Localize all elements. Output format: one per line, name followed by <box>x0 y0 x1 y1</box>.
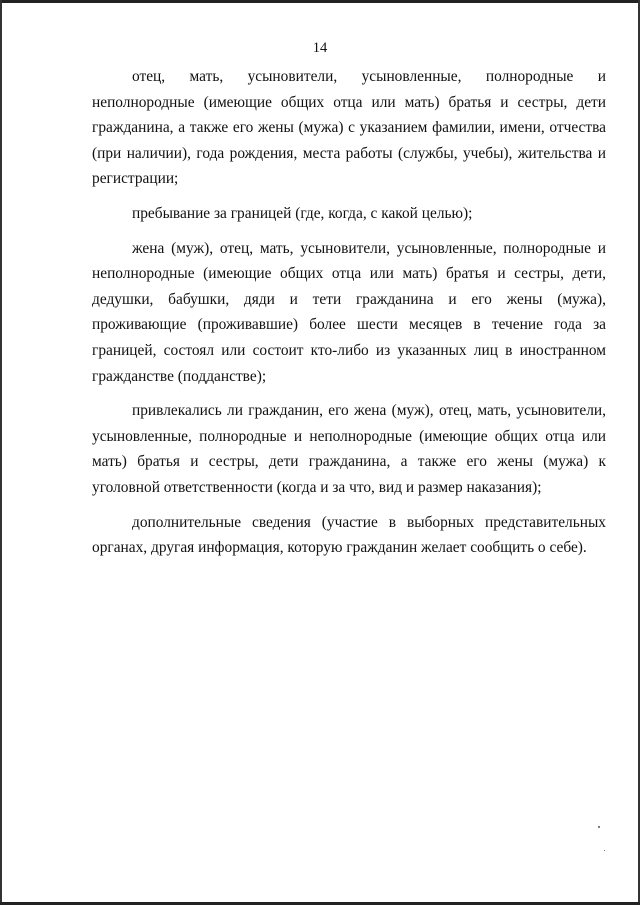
scan-speck <box>598 826 600 828</box>
body-text <box>92 64 606 570</box>
scan-border-top <box>0 0 640 3</box>
paragraph-additional-info: дополнительные сведения (участие в выборных представительных органах, другая информация, которую гражданин желает сообщить о себе). <box>92 513 606 557</box>
scan-border-left <box>0 0 2 905</box>
paragraph-criminal-liability: привлекались ли гражданин, его жена (муж), отец, мать, усыновители, усыновленные, полнородные и неполнородные (имеющие общих отца или мать) братья и сестры, дети гражданина, а также его жены (мужа) к уголовной ответственности (когда и за что, вид и размер наказания); <box>92 402 606 496</box>
scan-speck <box>604 850 605 851</box>
paragraph-foreign-citizenship: жена (муж), отец, мать, усыновители, усыновленные, полнородные и неполнородные (имеющие общих отца или мать) братья и сестры, дети, дедушки, бабушки, дяди и тети гражданина и его жены (мужа), проживающие (проживавшие) более шести месяцев в течение года за границей, состоял или состоит кто-либо из указанных лиц в иностранном гражданстве (подданстве); <box>92 239 606 385</box>
page-number: 14 <box>312 40 328 56</box>
paragraph-relatives: отец, мать, усыновители, усыновленные, полнородные и неполнородные (имеющие общих отца или мать) братья и сестры, дети гражданина, а также его жены (мужа) с указанием фамилии, имени, отчества (при наличии), года рождения, места работы (службы, учебы), жительства и регистрации; <box>92 68 606 188</box>
paragraph-stay-abroad: пребывание за границей (где, когда, с какой целью); <box>132 204 473 222</box>
